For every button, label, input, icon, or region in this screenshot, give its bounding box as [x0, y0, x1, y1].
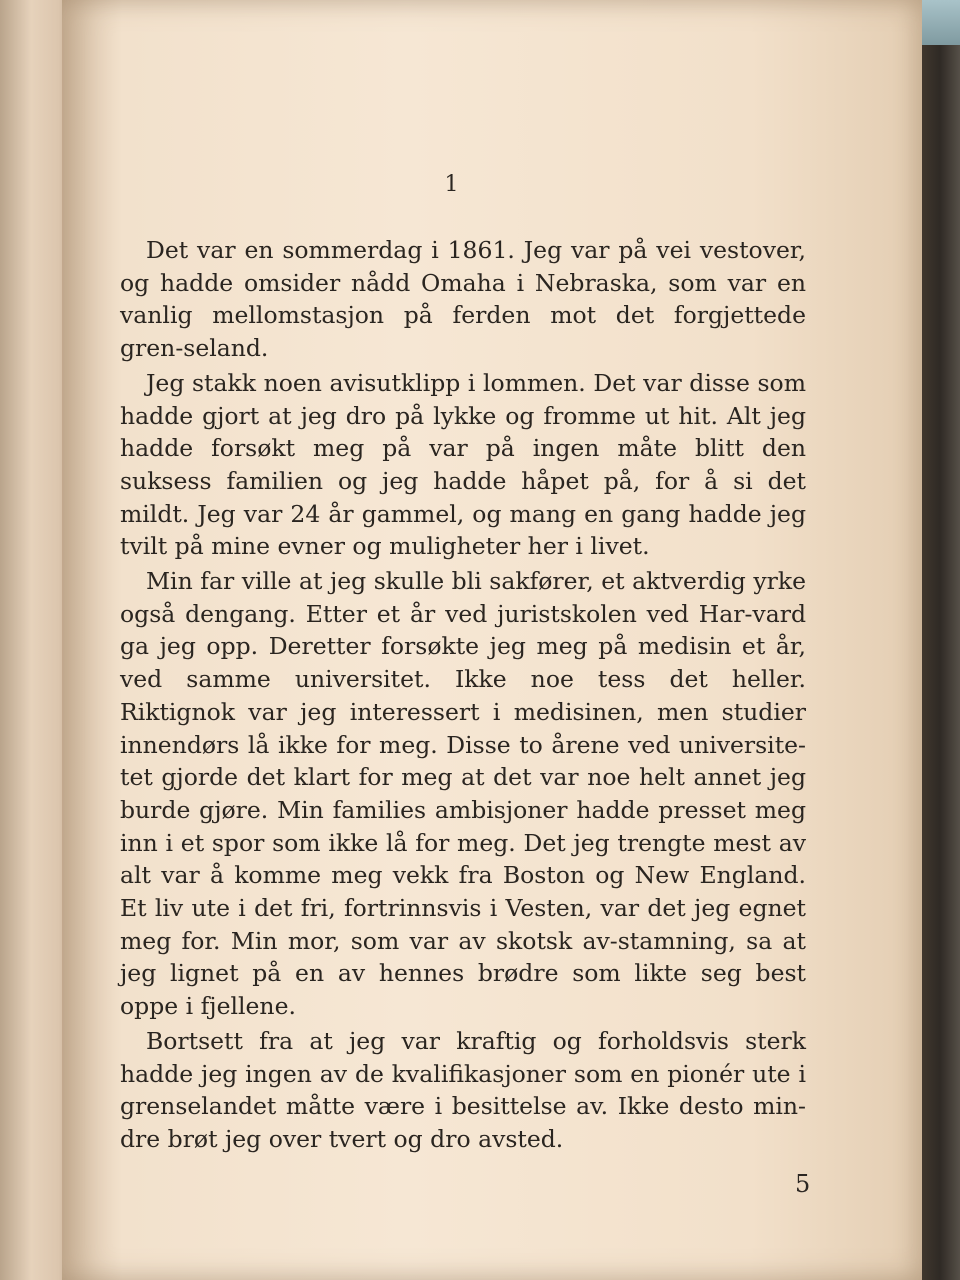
body-text [120, 234, 806, 1156]
page-number: 5 [795, 1170, 811, 1198]
book-page [62, 0, 922, 1280]
paragraph-3: Min far ville at jeg skulle bli sakfører, et aktverdig yrke også dengang. Etter et år ved juristskolen ved Har-vard ga jeg opp. Deretter forsøkte jeg meg på medisin et år, ved samme universitet. Ikke noe tess det heller. Riktignok var jeg interessert i medisinen, men studier innendørs lå ikke for meg. Disse to årene ved universite-tet gjorde det klart for meg at det var noe helt annet jeg burde gjøre. Min families ambisjoner hadde presset meg inn i et spor som ikke lå for meg. Det jeg trengte mest av alt var å komme meg vekk fra Boston og New England. Et liv ute i det fri, fortrinnsvis i Vesten, var det jeg egnet meg for. Min mor, som var av skotsk av-stamning, sa at jeg lignet på en av hennes brødre som likte seg best oppe i fjellene. [120, 567, 806, 1021]
chapter-number: 1 [444, 172, 460, 197]
paragraph-2: Jeg stakk noen avisutklipp i lommen. Det var disse som hadde gjort at jeg dro på lykke og fromme ut hit. Alt jeg hadde forsøkt meg på var på ingen måte blitt den suksess familien og jeg hadde håpet på, for å si det mildt. Jeg var 24 år gammel, og mang en gang hadde jeg tvilt på mine evner og muligheter her i livet. [120, 368, 806, 561]
paragraph-1: Det var en sommerdag i 1861. Jeg var på vei vestover, og hadde omsider nådd Omaha i Nebraska, som var en vanlig mellomstasjon på ferden mot det forgjettede gren-seland. [120, 236, 806, 363]
paragraph-4: Bortsett fra at jeg var kraftig og forholdsvis sterk hadde jeg ingen av de kvalifikasjoner som en pionér ute i grenselandet måtte være i besittelse av. Ikke desto min-dre brøt jeg over tvert og dro avsted. [120, 1026, 806, 1153]
